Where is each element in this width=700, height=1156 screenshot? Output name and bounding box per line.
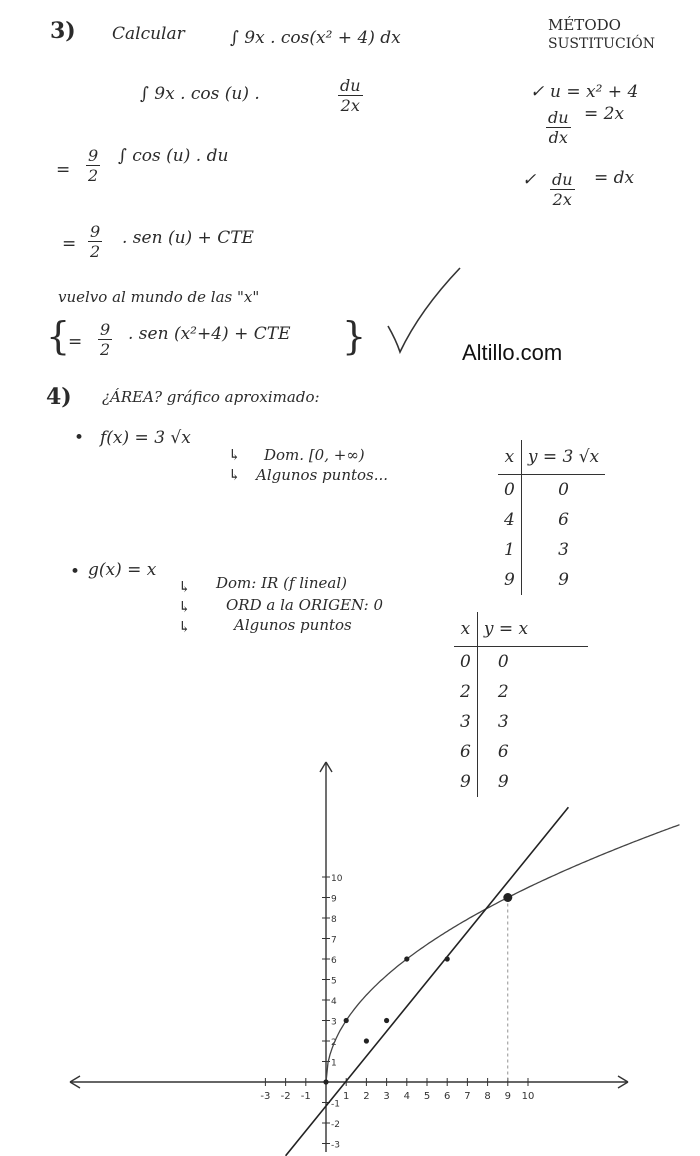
integral-expression: ∫ 9x . cos(x² + 4) dx [230,28,401,48]
fraction-denominator: 2 [100,340,111,359]
fraction-numerator: du [340,76,361,95]
problem-4-number: 4) [46,384,72,410]
table-header: x [454,612,477,647]
y-tick-label: 3 [331,1017,337,1028]
curve-point [404,956,409,961]
table-cell: 1 [498,535,521,565]
table-cell: 0 [497,652,509,672]
table-cell: 9 [498,565,521,595]
linear-function-line [286,807,569,1156]
x-tick-label: -1 [300,1091,311,1102]
step3-expression: . sen (u) + CTE [122,228,254,248]
fraction-numerator: du [552,170,573,189]
table-cell: 0 [558,480,569,500]
x-tick-label: 5 [423,1091,431,1102]
area-question: ¿ÁREA? gráfico aproximado: [102,388,320,406]
curve-point [323,1079,328,1084]
y-tick-label: -3 [331,1140,340,1151]
table-cell: 6 [558,510,569,530]
table-cell: 9 [558,570,569,590]
x-tick-label: 10 [521,1091,535,1102]
fraction-denominator: 2 [90,242,101,261]
method-dudx-value: = 2x [584,104,625,124]
arrow-icon: ↳ [178,578,191,596]
method-dx-value: = dx [594,168,635,188]
f-points-note: Algunos puntos... [256,466,389,484]
y-tick-label: -2 [331,1120,340,1130]
table-cell: 3 [558,540,569,560]
method-subtitle: SUSTITUCIÓN [548,36,655,52]
intersection-point [503,893,512,902]
x-tick-label: 2 [363,1091,370,1102]
y-tick-label: 6 [331,956,337,966]
brand-watermark: Altillo.com [462,340,563,365]
step2-expression: ∫ cos (u) . du [118,146,229,166]
table-header: y = 3 √x [521,440,605,475]
left-brace: { [46,314,71,358]
table-cell: 0 [454,647,477,678]
fraction-numerator: 9 [100,320,111,339]
f-domain: Dom. [0, +∞) [264,446,365,464]
table-header: x [498,440,521,475]
fraction-denominator: 2x [340,96,360,115]
equals-sign: = [56,160,71,180]
y-tick-label: -1 [331,1099,340,1110]
instruction-text: Calcular [112,24,185,44]
x-tick-label: 6 [444,1091,451,1102]
fraction-numerator: 9 [88,146,99,165]
y-tick-label: 7 [331,935,337,946]
substitution-line: ∫ 9x . cos (u) . [140,84,260,104]
x-tick-label: 9 [504,1091,511,1102]
g-definition: g(x) = x [88,560,157,580]
y-tick-label: 1 [331,1058,337,1069]
fraction-denominator: 2 [88,166,99,185]
fraction-denominator: 2x [552,190,572,209]
table-cell: 3 [497,712,509,732]
table-cell: 4 [498,505,521,535]
arrow-icon: ↳ [178,618,191,636]
y-tick-label: 4 [331,997,337,1007]
right-brace: } [342,314,367,358]
arrow-icon: ↳ [228,446,241,464]
arrow-icon: ↳ [178,598,191,616]
f-definition: f(x) = 3 √x [100,428,191,448]
table-cell: 6 [497,742,509,762]
fraction-denominator: dx [548,128,568,147]
table-cell: 6 [454,737,477,767]
curve-point [344,1018,349,1023]
fraction-numerator: du [548,108,569,127]
check-mark: ✓ [530,82,545,102]
table-cell: 2 [497,682,509,702]
fraction-numerator: 9 [90,222,101,241]
method-u: u = x² + 4 [550,82,639,102]
g-domain: Dom: IR (f lineal) [216,574,347,592]
x-tick-label: -3 [260,1091,271,1102]
x-tick-label: 1 [343,1091,350,1102]
problem-3-number: 3) [50,18,76,44]
bullet: • [70,562,81,582]
y-tick-label: 8 [331,915,337,925]
table-cell: 9 [454,767,477,797]
note-text: vuelvo al mundo de las "x" [58,288,260,306]
method-title: MÉTODO [548,16,621,34]
table-cell: 3 [454,707,477,737]
x-tick-label: 3 [383,1091,390,1102]
y-tick-label: 10 [331,874,343,884]
x-tick-label: 8 [484,1091,491,1102]
y-tick-label: 9 [331,894,337,905]
table-cell: 2 [454,677,477,707]
line-point [445,956,450,961]
g-points-note: Algunos puntos [234,616,352,634]
x-tick-label: -2 [280,1091,291,1102]
sqrt-curve [326,825,680,1082]
line-point [384,1018,389,1023]
table-cell: 0 [498,475,521,506]
equals-sign: = [62,234,77,254]
check-mark: ✓ [522,170,537,190]
y-tick-label: 5 [331,976,337,987]
arrow-icon: ↳ [228,466,241,484]
table-header: y = x [477,612,588,647]
x-tick-label: 7 [464,1091,471,1102]
g-ordinate: ORD a la ORIGEN: 0 [226,596,384,614]
result-expression: . sen (x²+4) + CTE [128,324,291,344]
line-point [364,1038,369,1043]
table-cell: 9 [497,772,509,792]
x-tick-label: 4 [403,1091,410,1102]
bullet: • [74,428,85,448]
equals-sign: = [68,332,83,352]
y-tick-label: 2 [331,1038,337,1048]
